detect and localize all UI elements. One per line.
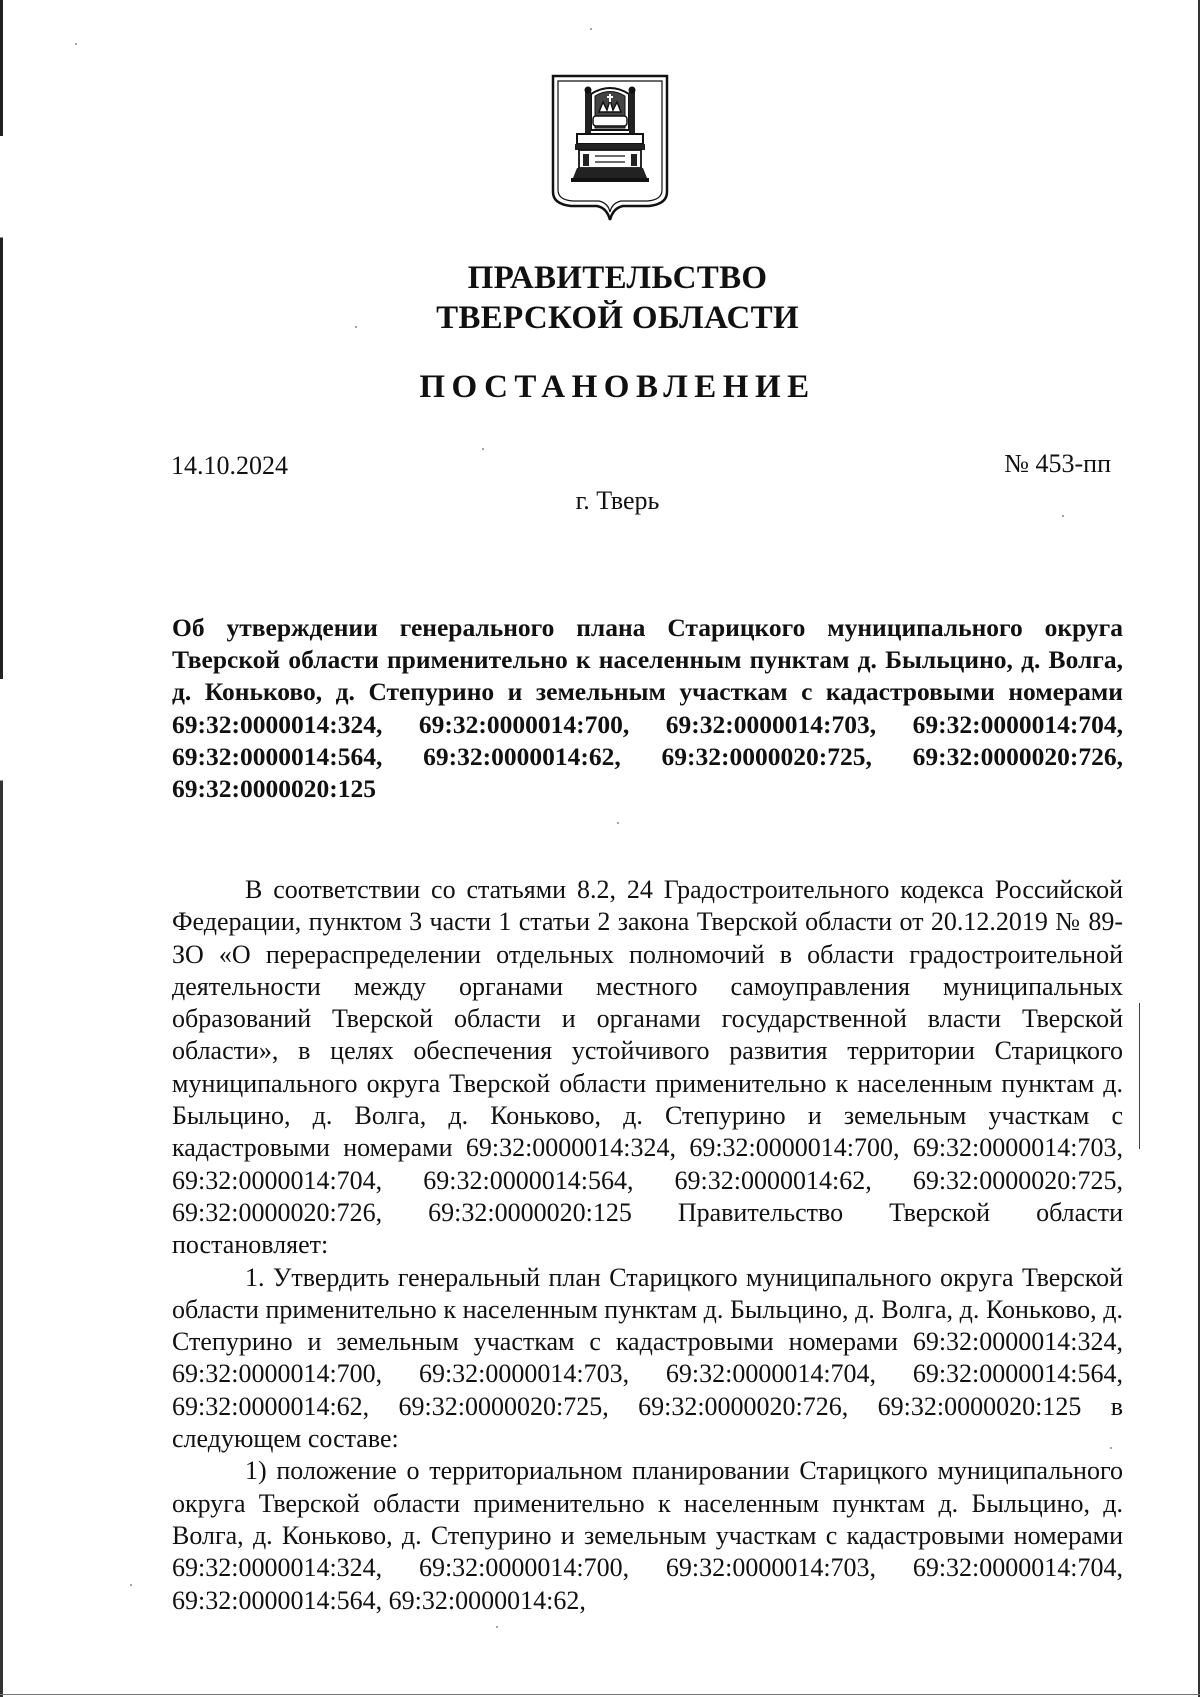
scan-speck [355, 326, 357, 328]
scan-speck [496, 1626, 498, 1628]
document-body [172, 874, 1123, 1617]
body-item-1: 1. Утвердить генеральный план Старицкого муниципального округа Тверской области применительно к населенным пунктам д. Быльцино, д. Волга, д. Коньково, д. Степурино и земельным участкам с кадастровыми номерами 69:32:0000014:324, 69:32:0000014:700, 69:32:0000014:703, 69:32:0000014:704, 69:32:0000014:564, 69:32:0000014:62, 69:32:0000020:725, 69:32:0000020:726, 69:32:0000020:125 в следующем составе: [172, 1262, 1123, 1454]
scan-speck [75, 43, 77, 45]
coat-of-arms-icon [549, 72, 671, 224]
scan-edge-left [0, 0, 3, 1697]
scan-speck [590, 28, 592, 30]
margin-bracket-mark [1131, 1003, 1140, 1149]
scan-speck [1110, 1447, 1112, 1449]
body-preamble: В соответствии со статьями 8.2, 24 Градостроительного кодекса Российской Федерации, пунктом 3 части 1 статьи 2 закона Тверской области от 20.12.2019 № 89-ЗО «О перераспределении отдельных полномочий в области градостроительной деятельности между органами местного самоуправления муниципальных образований Тверской области и органами государственной власти Тверской области», в целях обеспечения устойчивого развития территории Старицкого муниципального округа Тверской области применительно к населенным пунктам д. Быльцино, д. Волга, д. Коньково, д. Степурино и земельным участкам с кадастровыми номерами 69:32:0000014:324, 69:32:0000014:700, 69:32:0000014:703, 69:32:0000014:704, 69:32:0000014:564, 69:32:0000014:62, 69:32:0000020:725, 69:32:0000020:726, 69:32:0000020:125 Правительство Тверской области постановляет: [172, 875, 1123, 1260]
document-date: 14.10.2024 [171, 451, 288, 480]
scan-speck [482, 448, 484, 450]
scan-speck [617, 822, 619, 824]
document-type: ПОСТАНОВЛЕНИЕ [419, 369, 816, 405]
scan-edge-bottom [0, 1694, 1200, 1695]
organization-title [0, 258, 1200, 338]
scan-speck [1062, 515, 1064, 517]
body-item-1-1: 1) положение о территориальном планировании Старицкого муниципального округа Тверской области применительно к населенным пунктам д. Быльцино, д. Волга, д. Коньково, д. Степурино и земельным участкам с кадастровыми номерами 69:32:0000014:324, 69:32:0000014:700, 69:32:0000014:703, 69:32:0000014:704, 69:32:0000014:564, 69:32:0000014:62, [172, 1456, 1123, 1615]
document-city: г. Тверь [575, 486, 660, 515]
organization-title-line-1: ПРАВИТЕЛЬСТВО [467, 260, 768, 296]
document-number: № 453-пп [1004, 449, 1111, 478]
scan-speck [130, 1584, 132, 1586]
organization-title-line-2: ТВЕРСКОЙ ОБЛАСТИ [436, 300, 799, 336]
document-subject: Об утверждении генерального плана Старицкого муниципального округа Тверской области применительно к населенным пунктам д. Быльцино, д. Волга, д. Коньково, д. Степурино и земельным участкам с кадастровыми номерами 69:32:0000014:324, 69:32:0000014:700, 69:32:0000014:703, 69:32:0000014:704, 69:32:0000014:564, 69:32:0000014:62, 69:32:0000020:725, 69:32:0000020:726, 69:32:0000020:125 [172, 613, 1123, 804]
